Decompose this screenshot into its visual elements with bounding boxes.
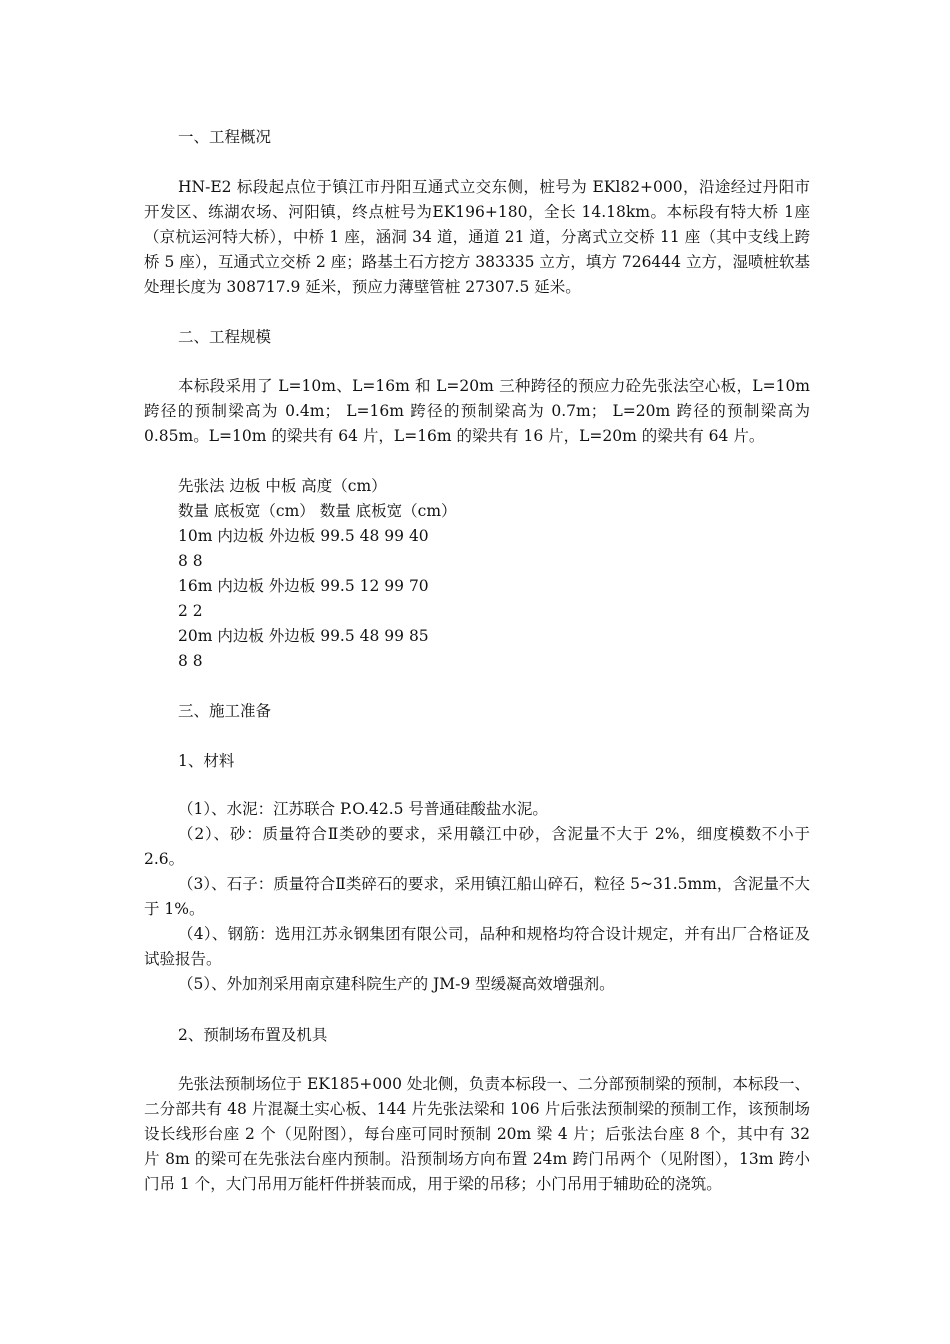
section-yard-paragraph [144,1072,810,1197]
subsection-yard-heading: 2、预制场布置及机具 [178,1026,328,1044]
section-2-paragraph [144,374,810,449]
materials-list [144,797,810,997]
section-1-paragraph [144,175,810,300]
table-line: 8 8 [178,652,203,670]
section-2-text: 本标段采用了 L=10m、L=16m 和 L=20m 三种跨径的预应力砼先张法空心板，L=10m 跨径的预制梁高为 0.4m； L=16m 跨径的预制梁高为 0.7m； L=20m 跨径的预制梁高为 0.85m。L=10m 的梁共有 64 片，L=16m 的梁共有 16 片，L=20m 的梁共有 64 片。 [144,377,810,445]
section-1-text: HN-E2 标段起点位于镇江市丹阳互通式立交东侧，桩号为 EKl82+000，沿途经过丹阳市开发区、练湖农场、河阳镇，终点桩号为EK196+180，全长 14.18km。本标段有特大桥 1座（京杭运河特大桥），中桥 1 座，涵洞 34 道，通道 21 道，分离式立交桥 11 座（其中支线上跨桥 5 座），互通式立交桥 2 座；路基土石方挖方 383335 立方，填方 726444 立方，湿喷桩软基处理长度为 308717.9 延米，预应力薄壁管桩 27307.5 延米。 [144,178,810,296]
table-line: 8 8 [178,552,203,570]
subsection-materials-heading: 1、材料 [178,752,235,770]
list-item: （2）、砂：质量符合Ⅱ类砂的要求，采用赣江中砂，含泥量不大于 2%，细度模数不小于 2.6。 [144,825,810,868]
table-line: 20m 内边板 外边板 99.5 48 99 85 [178,627,429,645]
list-item: （1）、水泥：江苏联合 P.O.42.5 号普通硅酸盐水泥。 [178,800,548,818]
table-line: 先张法 边板 中板 高度（cm） [178,477,387,495]
section-2-heading: 二、工程规模 [178,328,272,346]
table-line: 10m 内边板 外边板 99.5 48 99 40 [178,527,429,545]
list-item: （3）、石子：质量符合Ⅱ类碎石的要求，采用镇江船山碎石，粒径 5~31.5mm，含泥量不大于 1%。 [144,875,810,918]
section-yard-text: 先张法预制场位于 EK185+000 处北侧，负责本标段一、二分部预制梁的预制，本标段一、二分部共有 48 片混凝土实心板、144 片先张法梁和 106 片后张法预制梁的预制工作，该预制场设长线形台座 2 个（见附图），每台座可同时预制 20m 梁 4 片；后张法台座 8 个，其中有 32 片 8m 的梁可在先张法台座内预制。沿预制场方向布置 24m 跨门吊两个（见附图），13m 跨小门吊 1 个，大门吊用万能杆件拼装而成，用于梁的吊移；小门吊用于辅助砼的浇筑。 [144,1075,810,1193]
table-line: 16m 内边板 外边板 99.5 12 99 70 [178,577,429,595]
table-line: 2 2 [178,602,203,620]
section-3-heading: 三、施工准备 [178,702,272,720]
section-1-heading: 一、工程概况 [178,128,272,146]
table-line: 数量 底板宽（cm） 数量 底板宽（cm） [178,502,457,520]
list-item: （5）、外加剂采用南京建科院生产的 JM-9 型缓凝高效增强剂。 [178,975,615,993]
list-item: （4）、钢筋：选用江苏永钢集团有限公司，品种和规格均符合设计规定，并有出厂合格证及试验报告。 [144,925,810,968]
